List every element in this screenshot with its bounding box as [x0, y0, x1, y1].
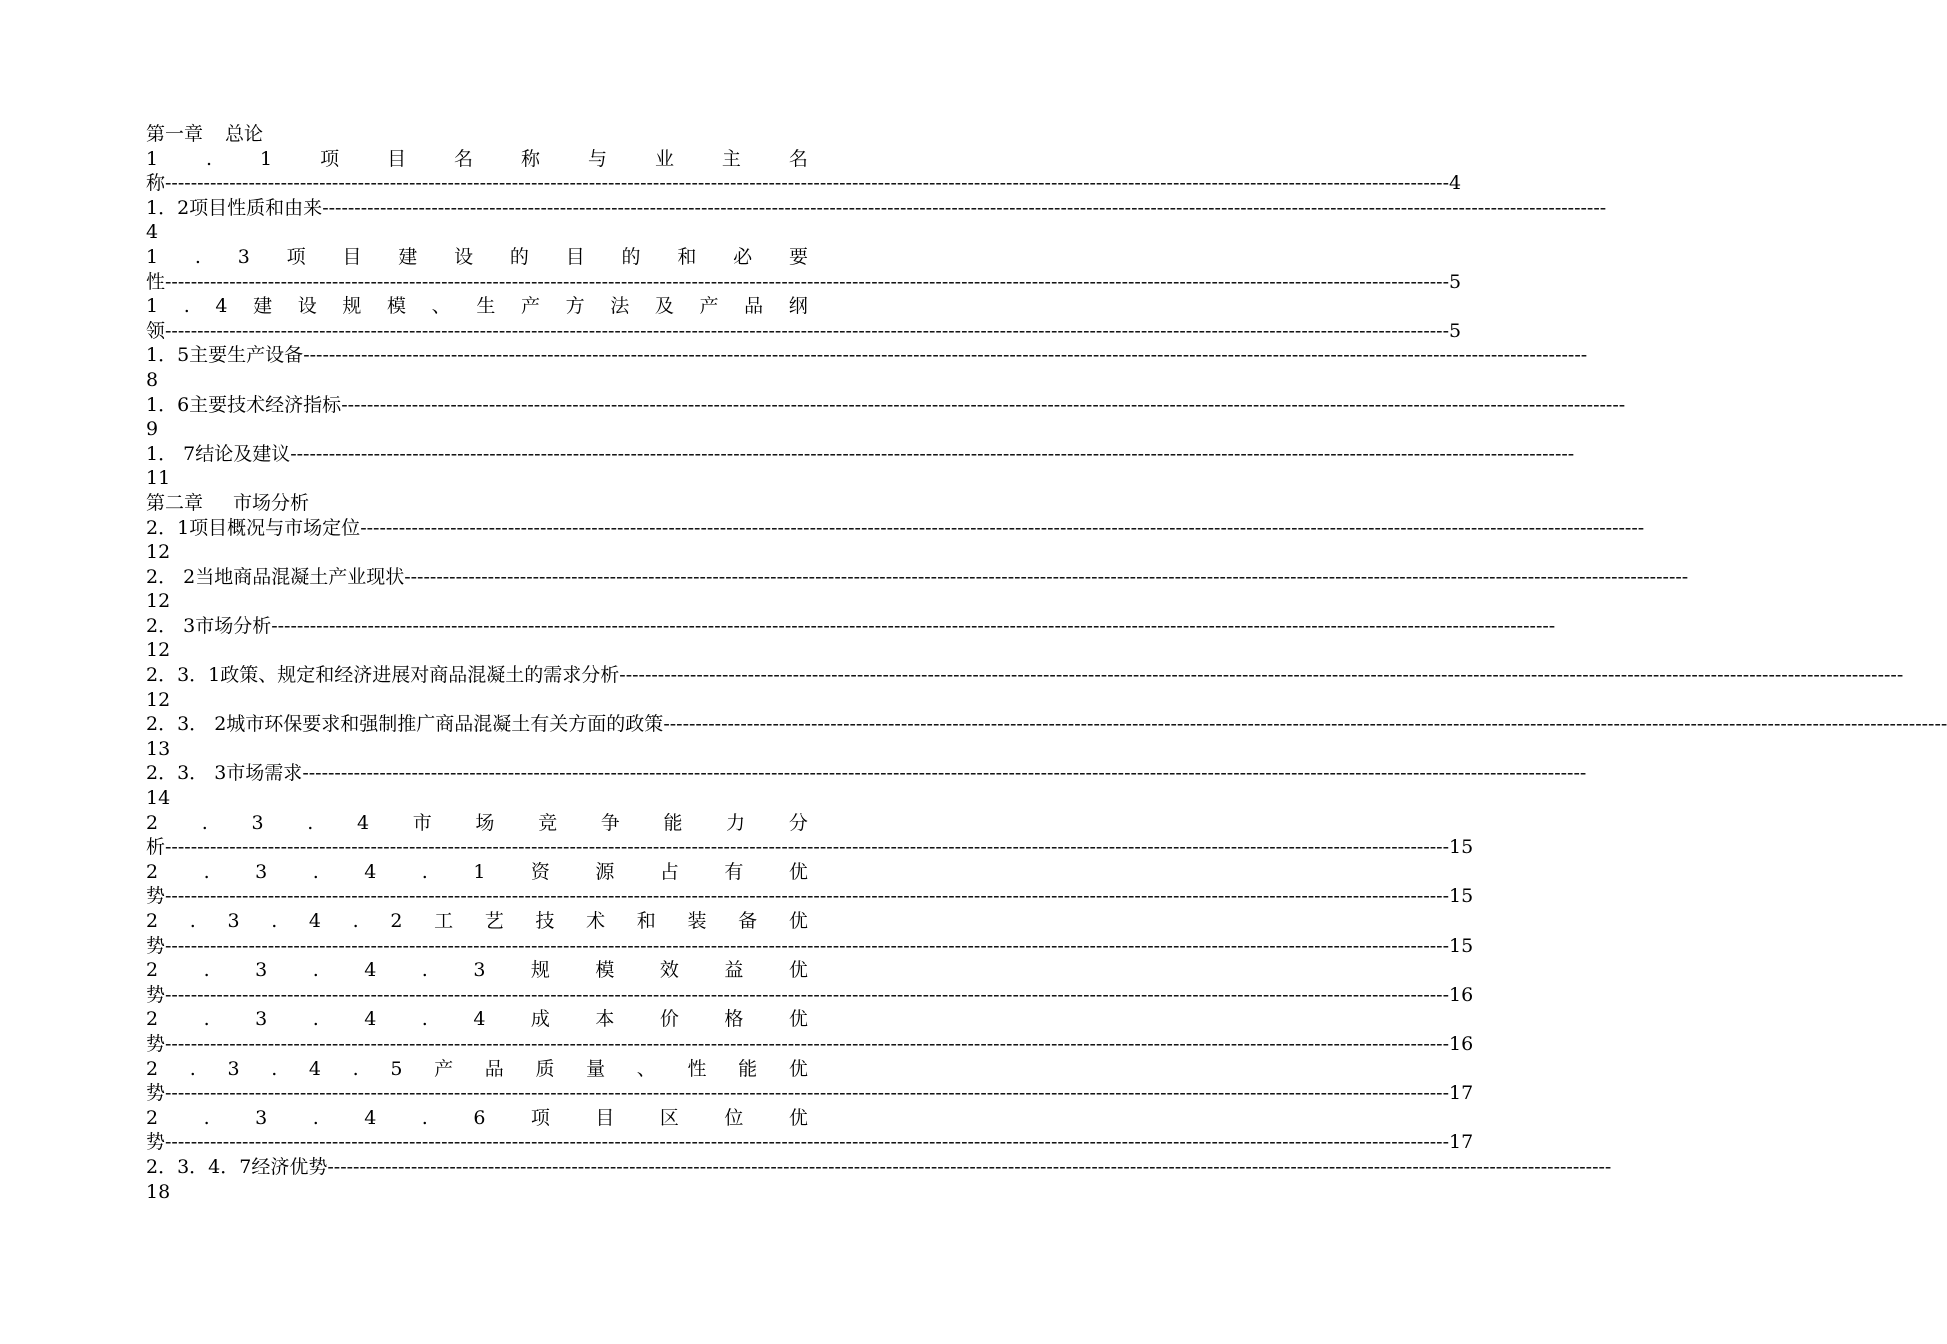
toc-glyph: 3: [473, 959, 486, 982]
toc-entry-1-4[interactable]: [146, 294, 808, 319]
page-number: 17: [1449, 1131, 1474, 1154]
toc-entry-2-3-4-2[interactable]: [146, 909, 808, 934]
toc-glyph: 和: [677, 245, 697, 268]
page-number: 8: [146, 368, 159, 391]
toc-glyph: 力: [726, 811, 746, 834]
toc-glyph: 4: [364, 1008, 377, 1031]
toc-glyph: .: [421, 959, 428, 982]
toc-glyph: .: [271, 1057, 278, 1080]
toc-entry-tail: 势: [146, 1082, 166, 1105]
toc-glyph: 、: [636, 1057, 656, 1080]
toc-entry-2-3[interactable]: [146, 614, 1556, 639]
toc-glyph: .: [421, 1008, 428, 1031]
toc-glyph: 目: [342, 245, 362, 268]
toc-glyph: .: [203, 959, 210, 982]
toc-entry-text: 2．3．4．7经济优势: [146, 1155, 328, 1178]
leader-dashes: --------------------------------------------------------------------------------------------------------------------------------------------------------------------------------------------------------: [663, 713, 1947, 736]
page-number: 4: [1449, 172, 1462, 195]
page-number: 15: [1449, 836, 1474, 859]
toc-glyph: 工: [434, 910, 454, 932]
toc-glyph: 业: [654, 147, 674, 170]
toc-glyph: 资: [530, 860, 550, 883]
toc-glyph: .: [312, 959, 319, 982]
toc-glyph: 产: [699, 295, 719, 318]
leader-dashes: --------------------------------------------------------------------------------------------------------------------------------------------------------------------------------------------------------: [327, 1155, 1612, 1178]
toc-entry-tail: 势: [146, 1032, 166, 1055]
chapter-1-heading: [146, 122, 808, 147]
toc-glyph: 目: [387, 147, 407, 170]
toc-glyph: 6: [473, 1106, 486, 1129]
toc-glyph: 4: [215, 295, 228, 318]
toc-glyph: 3: [237, 245, 250, 268]
toc-glyph: 3: [255, 860, 268, 883]
leader-dashes: --------------------------------------------------------------------------------------------------------------------------------------------------------------------------------------------------------: [290, 442, 1575, 465]
toc-glyph: 模: [595, 959, 615, 982]
page-number: 16: [1449, 983, 1474, 1006]
chapter-1-title: 总论: [225, 123, 264, 145]
toc-entry-text: 1．5主要生产设备: [146, 344, 304, 367]
toc-glyph: 必: [733, 245, 753, 268]
toc-entry-tail: 析: [146, 836, 166, 859]
toc-entry-2-3-4-cont[interactable]: [146, 835, 1474, 860]
toc-glyph: .: [307, 811, 314, 834]
toc-glyph: 4: [364, 959, 377, 982]
toc-glyph: 备: [738, 910, 758, 932]
toc-entry-2-3-4[interactable]: [146, 811, 808, 836]
page-number: 16: [1449, 1032, 1474, 1055]
leader-dashes: --------------------------------------------------------------------------------------------------------------------------------------------------------------------------------------------------------: [322, 196, 1607, 219]
toc-glyph: 优: [788, 1057, 808, 1080]
toc-glyph: 项: [320, 147, 340, 170]
toc-glyph: 3: [227, 910, 240, 932]
page-number: 12: [146, 688, 171, 711]
toc-glyph: 市: [412, 811, 432, 834]
toc-glyph: .: [421, 1106, 428, 1129]
toc-entry-2-3-4-5[interactable]: [146, 1057, 808, 1082]
toc-glyph: 4: [364, 1106, 377, 1129]
chapter-2-number: 第二章: [146, 491, 204, 514]
toc-entry-1-7[interactable]: [146, 442, 1575, 467]
toc-glyph: 源: [595, 860, 615, 883]
toc-glyph: 区: [659, 1106, 679, 1129]
toc-glyph: 生: [476, 295, 496, 318]
chapter-2-heading: [146, 491, 808, 516]
toc-entry-text: 2．3． 3市场需求: [146, 762, 303, 785]
toc-entry-1-3[interactable]: [146, 245, 808, 270]
toc-glyph: 优: [788, 959, 808, 982]
toc-glyph: 能: [663, 811, 683, 834]
toc-glyph: 优: [788, 1008, 808, 1031]
toc-glyph: 技: [535, 910, 555, 932]
toc-entry-text: 2．1项目概况与市场定位: [146, 516, 361, 539]
toc-entry-1-4-cont[interactable]: [146, 319, 1462, 344]
toc-glyph: 设: [297, 295, 317, 318]
leader-dashes: --------------------------------------------------------------------------------------------------------------------------------------------------------------------------------------------------------: [165, 885, 1449, 908]
toc-glyph: 2: [146, 910, 159, 932]
page-number: 15: [1449, 885, 1474, 908]
chapter-2-title: 市场分析: [233, 491, 310, 514]
toc-glyph: 3: [251, 811, 264, 834]
toc-entry-text: 2． 2当地商品混凝土产业现状: [146, 565, 405, 588]
toc-entry-2-3-4-3[interactable]: [146, 958, 808, 983]
toc-glyph: 设: [454, 245, 474, 268]
toc-glyph: 主: [721, 147, 741, 170]
toc-entry-tail: 势: [146, 983, 166, 1006]
toc-glyph: 3: [255, 1106, 268, 1129]
toc-glyph: 优: [788, 1106, 808, 1129]
toc-glyph: 1: [473, 860, 486, 883]
leader-dashes: --------------------------------------------------------------------------------------------------------------------------------------------------------------------------------------------------------: [302, 762, 1587, 785]
toc-entry-2-2[interactable]: [146, 565, 1689, 590]
toc-glyph: 装: [687, 910, 707, 932]
toc-glyph: 成: [530, 1008, 550, 1031]
toc-glyph: 占: [659, 860, 679, 883]
toc-glyph: 质: [535, 1057, 555, 1080]
toc-glyph: 名: [454, 147, 474, 170]
toc-glyph: 效: [659, 959, 679, 982]
toc-glyph: 产: [434, 1057, 454, 1080]
page-number: 15: [1449, 934, 1474, 957]
toc-glyph: 4: [473, 1008, 486, 1031]
toc-glyph: .: [206, 147, 213, 170]
toc-glyph: 3: [255, 1008, 268, 1031]
toc-glyph: 品: [744, 295, 764, 318]
leader-dashes: --------------------------------------------------------------------------------------------------------------------------------------------------------------------------------------------------------: [619, 664, 1904, 687]
toc-glyph: 建: [253, 295, 273, 318]
toc-glyph: 位: [724, 1106, 744, 1129]
toc-entry-tail: 势: [146, 1131, 166, 1154]
toc-entry-tail: 势: [146, 885, 166, 908]
toc-glyph: .: [203, 1008, 210, 1031]
leader-dashes: --------------------------------------------------------------------------------------------------------------------------------------------------------------------------------------------------------: [341, 393, 1626, 416]
toc-glyph: 场: [475, 811, 495, 834]
leader-dashes: --------------------------------------------------------------------------------------------------------------------------------------------------------------------------------------------------------: [303, 344, 1588, 367]
toc-glyph: 1: [146, 245, 159, 268]
leader-dashes: --------------------------------------------------------------------------------------------------------------------------------------------------------------------------------------------------------: [165, 983, 1449, 1006]
toc-entry-1-3-cont[interactable]: [146, 270, 1462, 295]
toc-entry-1-5[interactable]: [146, 343, 1588, 368]
toc-entry-2-3-4-5-cont[interactable]: [146, 1081, 1474, 1106]
toc-glyph: 术: [586, 910, 606, 932]
page-number: 14: [146, 787, 171, 810]
toc-entry-tail: 称: [146, 172, 166, 195]
leader-dashes: --------------------------------------------------------------------------------------------------------------------------------------------------------------------------------------------------------: [165, 1032, 1449, 1055]
toc-entry-1-6[interactable]: [146, 393, 1626, 418]
toc-entry-2-3-1[interactable]: [146, 663, 1904, 688]
toc-glyph: 要: [788, 245, 808, 268]
toc-entry-2-3-4-4-cont[interactable]: [146, 1032, 1474, 1057]
leader-dashes: --------------------------------------------------------------------------------------------------------------------------------------------------------------------------------------------------------: [165, 836, 1449, 859]
toc-glyph: 能: [738, 1057, 758, 1080]
toc-glyph: .: [183, 295, 190, 318]
toc-glyph: 2: [146, 1106, 159, 1129]
toc-glyph: 建: [398, 245, 418, 268]
toc-entry-2-3-4-2-cont[interactable]: [146, 934, 1474, 959]
toc-glyph: 及: [654, 295, 674, 318]
toc-glyph: .: [203, 860, 210, 883]
toc-glyph: 量: [586, 1057, 606, 1080]
toc-glyph: 优: [788, 860, 808, 883]
toc-glyph: 法: [610, 295, 630, 318]
toc-glyph: 方: [565, 295, 585, 318]
toc-glyph: .: [352, 910, 359, 932]
toc-glyph: 2: [146, 959, 159, 982]
toc-entry-text: 1．2项目性质和由来: [146, 196, 323, 219]
toc-glyph: 规: [530, 959, 550, 982]
toc-glyph: 产: [520, 295, 540, 318]
leader-dashes: --------------------------------------------------------------------------------------------------------------------------------------------------------------------------------------------------------: [271, 614, 1556, 637]
toc-glyph: 格: [724, 1008, 744, 1031]
toc-entry-2-3-4-6-cont[interactable]: [146, 1130, 1474, 1155]
toc-glyph: 品: [484, 1057, 504, 1080]
toc-entry-2-3-2[interactable]: [146, 712, 1947, 737]
page-number: 13: [146, 737, 171, 760]
page-number: 18: [146, 1180, 171, 1203]
toc-glyph: 2: [146, 1008, 159, 1031]
toc-glyph: .: [189, 910, 196, 932]
toc-glyph: 4: [356, 811, 370, 834]
page-number: 12: [146, 541, 171, 564]
toc-entry-2-3-4-6[interactable]: [146, 1106, 808, 1131]
toc-glyph: 4: [364, 860, 377, 883]
toc-glyph: 竞: [538, 811, 558, 834]
toc-glyph: .: [271, 910, 278, 932]
page-number: 5: [1449, 270, 1462, 293]
toc-glyph: 争: [600, 811, 620, 834]
leader-dashes: --------------------------------------------------------------------------------------------------------------------------------------------------------------------------------------------------------: [165, 270, 1449, 293]
toc-glyph: 目: [565, 245, 585, 268]
toc-entry-text: 2．3．1政策、规定和经济进展对商品混凝土的需求分析: [146, 664, 620, 687]
toc-glyph: 3: [227, 1057, 240, 1080]
toc-glyph: 分: [788, 811, 808, 834]
toc-entry-1-1-cont[interactable]: [146, 171, 1462, 196]
toc-entry-1-1[interactable]: [146, 147, 808, 172]
toc-entry-tail: 性: [146, 270, 166, 293]
toc-glyph: 3: [255, 959, 268, 982]
toc-glyph: 5: [390, 1057, 403, 1080]
toc-glyph: 与: [587, 147, 607, 170]
leader-dashes: --------------------------------------------------------------------------------------------------------------------------------------------------------------------------------------------------------: [404, 565, 1689, 588]
toc-entry-text: 1．6主要技术经济指标: [146, 393, 342, 416]
leader-dashes: --------------------------------------------------------------------------------------------------------------------------------------------------------------------------------------------------------: [165, 319, 1449, 342]
toc-entry-text: 1． 7结论及建议: [146, 442, 291, 465]
toc-entry-text: 2． 3市场分析: [146, 614, 272, 637]
leader-dashes: --------------------------------------------------------------------------------------------------------------------------------------------------------------------------------------------------------: [360, 516, 1645, 539]
toc-glyph: .: [421, 860, 428, 883]
toc-glyph: 4: [308, 910, 321, 932]
leader-dashes: --------------------------------------------------------------------------------------------------------------------------------------------------------------------------------------------------------: [165, 172, 1449, 195]
toc-glyph: .: [312, 1106, 319, 1129]
toc-glyph: .: [194, 245, 201, 268]
toc-glyph: .: [312, 1008, 319, 1031]
toc-glyph: 益: [724, 959, 744, 982]
toc-glyph: 模: [387, 295, 407, 318]
toc-entry-2-3-4-3-cont[interactable]: [146, 983, 1474, 1008]
toc-glyph: .: [312, 860, 319, 883]
toc-entry-text: 2．3． 2城市环保要求和强制推广商品混凝土有关方面的政策: [146, 713, 664, 736]
toc-glyph: 项: [530, 1106, 550, 1129]
toc-glyph: 本: [595, 1008, 615, 1031]
toc-entry-tail: 势: [146, 934, 166, 957]
page-number: 11: [146, 467, 171, 490]
toc-glyph: 价: [659, 1008, 679, 1031]
toc-glyph: 性: [687, 1057, 707, 1080]
page-number: 12: [146, 639, 171, 662]
toc-glyph: 2: [146, 811, 159, 834]
toc-glyph: 2: [146, 860, 159, 883]
toc-glyph: .: [189, 1057, 196, 1080]
leader-dashes: --------------------------------------------------------------------------------------------------------------------------------------------------------------------------------------------------------: [165, 934, 1449, 957]
toc-glyph: 1: [146, 147, 159, 170]
toc-glyph: 1: [146, 295, 159, 318]
toc-glyph: 4: [308, 1057, 321, 1080]
leader-dashes: --------------------------------------------------------------------------------------------------------------------------------------------------------------------------------------------------------: [165, 1131, 1449, 1154]
toc-glyph: 目: [595, 1106, 615, 1129]
toc-glyph: .: [352, 1057, 359, 1080]
toc-glyph: 纲: [788, 295, 808, 318]
leader-dashes: --------------------------------------------------------------------------------------------------------------------------------------------------------------------------------------------------------: [165, 1082, 1449, 1105]
toc-entry-2-3-4-4[interactable]: [146, 1007, 808, 1032]
toc-glyph: 称: [521, 147, 541, 170]
toc-glyph: 优: [788, 910, 808, 932]
toc-glyph: 规: [342, 295, 362, 318]
toc-entry-2-3-4-7[interactable]: [146, 1155, 1612, 1180]
toc-glyph: 名: [788, 147, 808, 170]
toc-entry-2-3-3[interactable]: [146, 761, 1587, 786]
toc-entry-2-1[interactable]: [146, 516, 1645, 541]
page-number: 5: [1449, 319, 1462, 342]
toc-entry-2-3-4-1-cont[interactable]: [146, 884, 1474, 909]
page-number: 4: [146, 221, 159, 244]
toc-glyph: 2: [390, 910, 403, 932]
toc-glyph: 艺: [484, 910, 504, 932]
toc-glyph: 、: [431, 295, 451, 318]
toc-entry-2-3-4-1[interactable]: [146, 860, 808, 885]
toc-glyph: 的: [621, 245, 641, 268]
toc-glyph: .: [203, 1106, 210, 1129]
toc-glyph: 2: [146, 1057, 159, 1080]
page-number: 17: [1449, 1082, 1474, 1105]
toc-glyph: 的: [509, 245, 529, 268]
toc-glyph: .: [201, 811, 208, 834]
chapter-1-number: 第一章: [146, 123, 204, 145]
toc-glyph: 有: [724, 860, 744, 883]
toc-entry-1-2[interactable]: [146, 196, 1607, 221]
toc-entry-tail: 领: [146, 319, 166, 342]
toc-glyph: 和: [636, 910, 656, 932]
toc-glyph: 1: [260, 147, 273, 170]
toc-glyph: 项: [286, 245, 306, 268]
page-number: 9: [146, 418, 159, 441]
table-of-contents: [146, 122, 1947, 1204]
page-number: 12: [146, 590, 171, 613]
